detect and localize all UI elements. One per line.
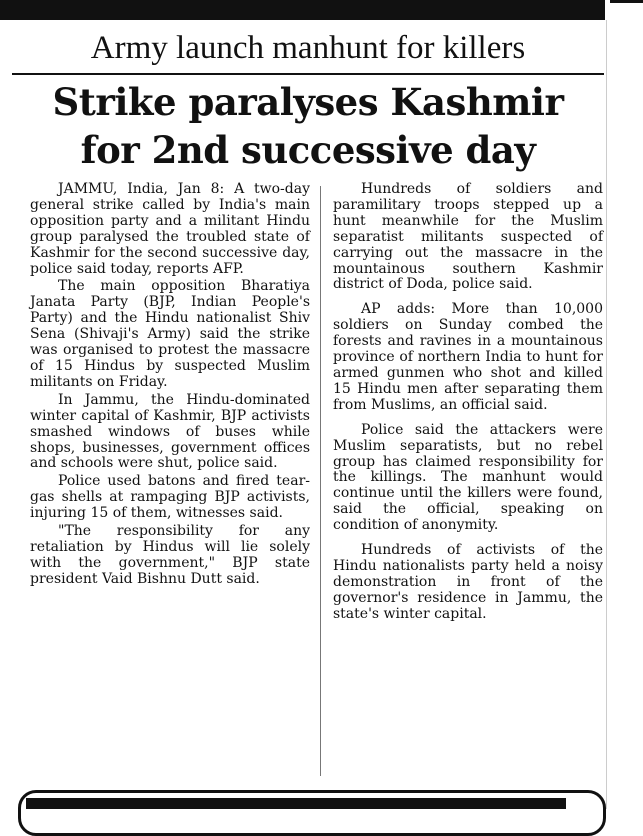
- kicker-rule: [12, 73, 604, 75]
- headline-line-1: Strike paralyses Kashmir: [52, 80, 564, 124]
- kicker-headline: Army launch manhunt for killers: [90, 30, 526, 66]
- paragraph: The main opposition Bharatiya Janata Party (BJP, Indian People's Party) and the Hindu nationalist Shiv Sena (Shivaji's Army) said the strike was organised to protest the massacre of 15 Hindus by suspected Muslim militants on Friday.: [30, 278, 310, 390]
- paragraph: Police used batons and fired tear-gas shells at rampaging BJP activists, injuring 15 of them, witnesses said.: [30, 473, 310, 522]
- headline-line-2: for 2nd successive day: [80, 128, 536, 172]
- column-edge-rule: [606, 20, 607, 809]
- column-divider: [320, 186, 321, 776]
- paragraph: Hundreds of activists of the Hindu nationalists party held a noisy demonstration in front of the governor's residence in Jammu, the state's winter capital.: [333, 542, 603, 622]
- paragraph: JAMMU, India, Jan 8: A two-day general strike called by India's main opposition party and a militant Hindu group paralysed the troubled state of Kashmir for the second successive day, police said today, reports AFP.: [30, 181, 310, 277]
- main-headline: [12, 78, 604, 174]
- article-column-right: [333, 182, 603, 632]
- article-column-left: [30, 182, 310, 590]
- paragraph: Police said the attackers were Muslim separatists, but no rebel group has claimed responsibility for the killings. The manhunt would continue until the killers were found, said the official, speaking on condition of anonymity.: [333, 421, 603, 534]
- next-article-box: [18, 790, 606, 836]
- paragraph: AP adds: More than 10,000 soldiers on Sunday combed the forests and ravines in a mountainous province of northern India to hunt for armed gunmen who shot and killed 15 Hindu men after separating them from Muslims, an official said.: [333, 301, 603, 413]
- top-rule-fragment: [610, 0, 643, 3]
- paragraph: "The responsibility for any retaliation by Hindus will lie solely with the government," BJP state president Vaid Bishnu Dutt said.: [30, 523, 310, 587]
- top-rule: [0, 0, 605, 20]
- paragraph: In Jammu, the Hindu-dominated winter capital of Kashmir, BJP activists smashed windows of buses while shops, businesses, government offices and schools were shut, police said.: [30, 391, 310, 472]
- next-article-bar: [26, 798, 566, 809]
- paragraph: Hundreds of soldiers and paramilitary troops stepped up a hunt meanwhile for the Muslim separatist militants suspected of carrying out the massacre in the mountainous southern Kashmir district of Doda, police said.: [333, 181, 603, 293]
